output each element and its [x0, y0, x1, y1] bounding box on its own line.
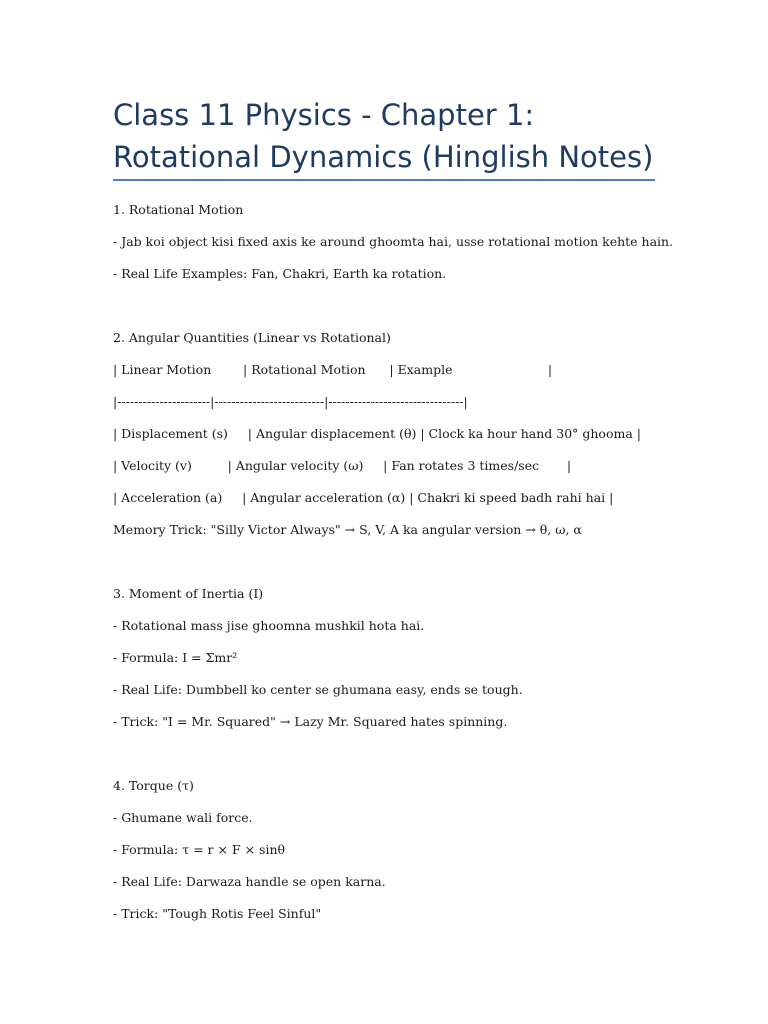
text-line: - Jab koi object kisi fixed axis ke around ghoomta hai, usse rotational motion kehte hain. — [113, 234, 674, 249]
text-line: - Real Life: Darwaza handle se open karna. — [113, 874, 386, 889]
table-row: | Displacement (s) | Angular displacement (θ) | Clock ka hour hand 30° ghooma | — [113, 426, 641, 441]
title-underline — [113, 179, 655, 181]
section-heading: 3. Moment of Inertia (I) — [113, 586, 264, 601]
section-heading: 1. Rotational Motion — [113, 202, 244, 217]
blank-line — [113, 744, 673, 776]
memory-trick-line: Memory Trick: "Silly Victor Always" → S, V, A ka angular version → θ, ω, α — [113, 522, 582, 537]
section-heading: 2. Angular Quantities (Linear vs Rotational) — [113, 330, 391, 345]
text-line: - Real Life Examples: Fan, Chakri, Earth ka rotation. — [113, 266, 447, 281]
text-line: - Real Life: Dumbbell ko center se ghumana easy, ends se tough. — [113, 682, 523, 697]
section-heading: 4. Torque (τ) — [113, 778, 194, 793]
formula-line: - Formula: τ = r × F × sinθ — [113, 842, 286, 857]
trick-line: - Trick: "I = Mr. Squared" → Lazy Mr. Squared hates spinning. — [113, 714, 508, 729]
table-separator-row: |----------------------|--------------------------|--------------------------------| — [113, 394, 468, 409]
formula-line: - Formula: I = Σmr² — [113, 650, 238, 665]
text-line: - Ghumane wali force. — [113, 810, 253, 825]
table-row: | Velocity (v) | Angular velocity (ω) | Fan rotates 3 times/sec | — [113, 458, 572, 473]
table-row: | Acceleration (a) | Angular acceleration (α) | Chakri ki speed badh rahi hai | — [113, 490, 614, 505]
trick-line: - Trick: "Tough Rotis Feel Sinful" — [113, 906, 322, 921]
table-header-row: | Linear Motion | Rotational Motion | Example | — [113, 362, 553, 377]
blank-line — [113, 552, 673, 584]
notes-body — [113, 200, 673, 936]
text-line: - Rotational mass jise ghoomna mushkil hota hai. — [113, 618, 425, 633]
blank-line — [113, 296, 673, 328]
page-title: Class 11 Physics - Chapter 1: Rotational Dynamics (Hinglish Notes) — [113, 98, 654, 174]
